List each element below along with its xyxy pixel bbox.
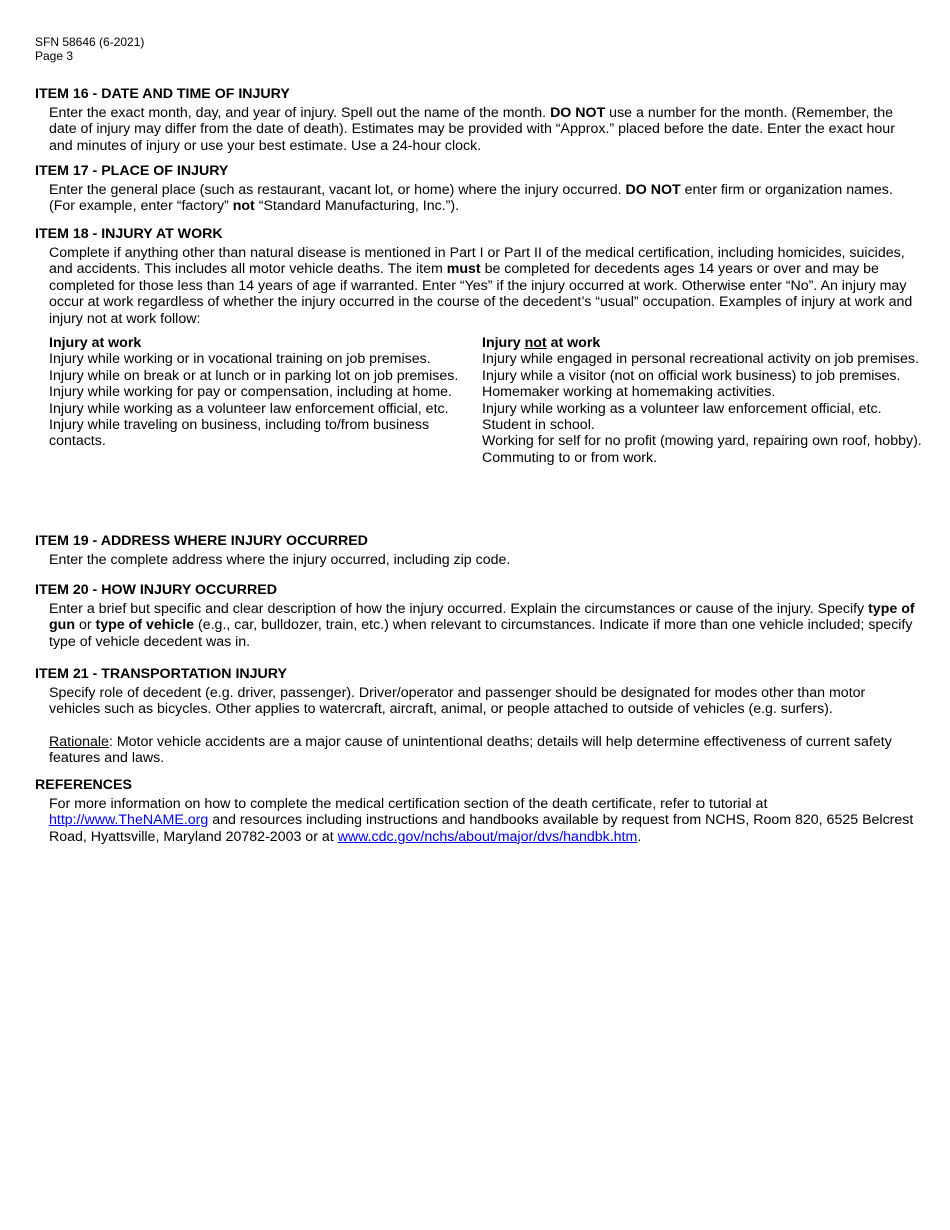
item18-text bbox=[49, 245, 920, 327]
item17-emphasis-1: DO NOT bbox=[625, 182, 681, 198]
examples-columns bbox=[49, 335, 920, 475]
item17-text-3: “Standard Manufacturing, Inc.”). bbox=[254, 198, 460, 215]
references-heading: REFERENCES bbox=[35, 777, 132, 793]
injury-at-work-title: Injury at work bbox=[49, 335, 142, 351]
item21-section bbox=[35, 666, 920, 767]
item19-body bbox=[49, 552, 920, 568]
form-number: SFN 58646 (6-2021) bbox=[35, 35, 145, 49]
list-item: Injury while on break or at lunch or in parking lot on job premises. bbox=[49, 367, 459, 384]
item16-body bbox=[49, 105, 920, 154]
item20-text bbox=[49, 601, 920, 650]
item16-section bbox=[35, 86, 920, 154]
item19-text: Enter the complete address where the injury occurred, including zip code. bbox=[49, 552, 511, 568]
list-item: Working for self for no profit (mowing yard, repairing own roof, hobby). bbox=[482, 433, 922, 450]
injury-at-work-column bbox=[49, 335, 469, 450]
item18-text-2: be completed for decedents ages 14 years or over and may be completed for those less than 14 years of age if warranted. Enter “Yes” if the injury occurred at work. Otherwise enter “No”. An injury may occur at work regardless of whether the injury occurred in the course of the decedent’s “usual” occupation. Examples of injury at work and injury not at work follow: bbox=[49, 261, 913, 327]
thename-link[interactable]: http://www.TheNAME.org bbox=[49, 812, 209, 829]
item17-emphasis-2: not bbox=[232, 198, 255, 215]
item21-body bbox=[49, 685, 920, 767]
title-part-b: not bbox=[524, 335, 547, 351]
item16-text bbox=[49, 105, 920, 154]
title-part-a: Injury bbox=[482, 335, 525, 351]
item20-section bbox=[35, 582, 920, 650]
item19-section bbox=[35, 533, 920, 568]
item20-body bbox=[49, 601, 920, 650]
item21-rationale bbox=[49, 734, 920, 767]
cdc-handbook-link[interactable]: www.cdc.gov/nchs/about/major/dvs/handbk.htm bbox=[337, 828, 638, 845]
item17-body bbox=[49, 182, 920, 215]
item17-section bbox=[35, 163, 920, 215]
item20-emphasis-1: type of gun bbox=[49, 601, 915, 634]
item20-text-1: Enter a brief but specific and clear description of how the injury occurred. Explain the circumstances or cause of the injury. Specify bbox=[49, 601, 869, 617]
list-item: Injury while working or in vocational training on job premises. bbox=[49, 351, 431, 368]
item16-text-1: Enter the exact month, day, and year of injury. Spell out the name of the month. bbox=[49, 105, 551, 121]
item16-text-2: use a number for the month. (Remember, the date of injury may differ from the date of death). Estimates may be provided with “Approx.” placed before the date. Enter the exact hour and minutes of injury or use your best estimate. Use a 24-hour clock. bbox=[49, 105, 895, 154]
list-item: Injury while a visitor (not on official work business) to job premises. bbox=[482, 367, 901, 384]
item18-heading: ITEM 18 - INJURY AT WORK bbox=[35, 226, 223, 242]
item18-section bbox=[35, 226, 920, 327]
item20-emphasis-2: type of vehicle bbox=[95, 617, 195, 634]
item17-text bbox=[49, 182, 920, 215]
rationale-text: : Motor vehicle accidents are a major cause of unintentional deaths; details will help determine effectiveness of current safety features and laws. bbox=[49, 733, 892, 767]
references-text-2: and resources including instructions and handbooks available by request from NCHS, Room 820, 6525 Belcrest Road, Hyattsville, Maryland 20782-2003 or at bbox=[49, 812, 914, 845]
item20-heading: ITEM 20 - HOW INJURY OCCURRED bbox=[35, 582, 277, 598]
references-text-1: For more information on how to complete the medical certification section of the death certificate, refer to tutorial at bbox=[49, 796, 768, 812]
item18-emphasis: must bbox=[446, 261, 481, 278]
list-item: Injury while working as a volunteer law enforcement official, etc. bbox=[49, 400, 449, 417]
item21-text: Specify role of decedent (e.g. driver, passenger). Driver/operator and passenger should be designated for modes other than motor vehicles such as bicycles. Other applies to watercraft, aircraft, animal, or people attached to outside of vehicles (e.g. surfers). bbox=[49, 685, 866, 718]
item20-text-3: (e.g., car, bulldozer, train, etc.) when relevant to circumstances. Indicate if more than one vehicle included; specify type of vehicle decedent was in. bbox=[49, 617, 913, 650]
list-item: Commuting to or from work. bbox=[482, 449, 658, 466]
list-item: Homemaker working at homemaking activities. bbox=[482, 384, 776, 401]
list-item: Injury while working for pay or compensation, including at home. bbox=[49, 384, 452, 401]
title-part-c: at work bbox=[546, 335, 601, 351]
references-section bbox=[35, 777, 920, 845]
references-text-3: . bbox=[637, 828, 642, 845]
item16-emphasis: DO NOT bbox=[550, 105, 606, 121]
list-item: Injury while working as a volunteer law enforcement official, etc. bbox=[482, 400, 882, 417]
references-text bbox=[49, 796, 920, 845]
item17-heading: ITEM 17 - PLACE OF INJURY bbox=[35, 163, 229, 179]
item17-text-2: enter firm or organization names. (For example, enter “factory” bbox=[49, 182, 893, 215]
item21-heading: ITEM 21 - TRANSPORTATION INJURY bbox=[35, 666, 287, 682]
item20-text-2: or bbox=[75, 617, 96, 634]
list-item: Injury while engaged in personal recreational activity on job premises. bbox=[482, 351, 919, 368]
rationale-label: Rationale bbox=[49, 733, 109, 750]
injury-not-at-work-column bbox=[482, 335, 927, 466]
list-item: Student in school. bbox=[482, 417, 595, 434]
item16-heading: ITEM 16 - DATE AND TIME OF INJURY bbox=[35, 86, 290, 102]
item18-body bbox=[49, 245, 920, 327]
item18-examples bbox=[35, 335, 920, 475]
injury-not-at-work-title bbox=[482, 335, 927, 351]
item19-heading: ITEM 19 - ADDRESS WHERE INJURY OCCURRED bbox=[35, 533, 368, 549]
item18-text-1: Complete if anything other than natural disease is mentioned in Part I or Part II of the medical certification, including homicides, suicides, and accidents. This includes all motor vehicle deaths. The item bbox=[49, 245, 905, 278]
references-body bbox=[49, 796, 920, 845]
list-item: Injury while traveling on business, including to/from business contacts. bbox=[49, 417, 430, 450]
item17-text-1: Enter the general place (such as restaurant, vacant lot, or home) where the injury occurred. bbox=[49, 182, 626, 198]
form-identifier bbox=[35, 35, 144, 63]
page-number: Page 3 bbox=[35, 49, 74, 63]
